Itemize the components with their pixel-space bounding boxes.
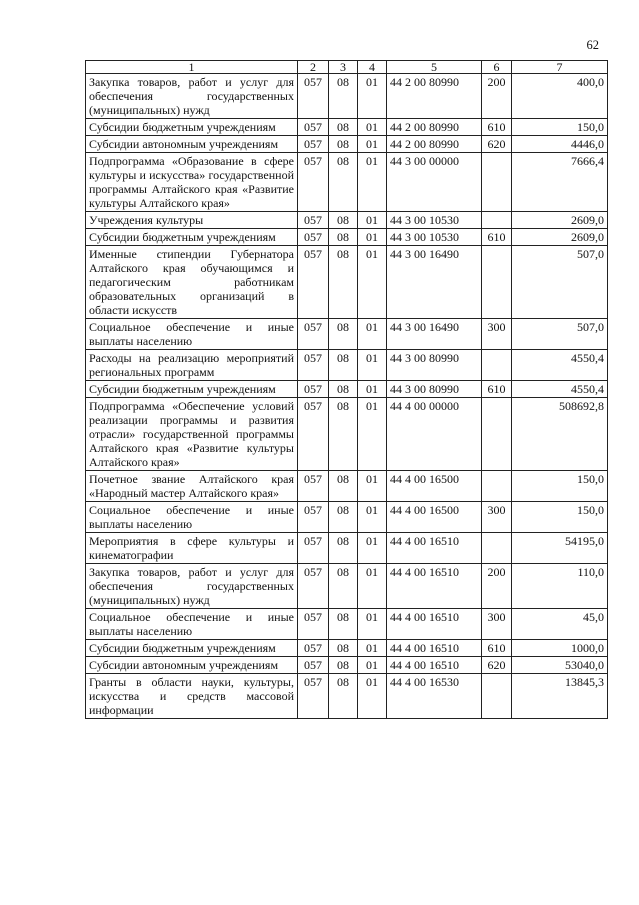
table-row — [86, 657, 608, 674]
table-row — [86, 119, 608, 136]
row-name-cell: Социальное обеспечение и иные выплаты населению — [86, 609, 298, 640]
section-code-cell: 08 — [329, 74, 358, 119]
amount-cell: 2609,0 — [512, 212, 608, 229]
section-code-cell: 08 — [329, 212, 358, 229]
target-article-cell: 44 4 00 16530 — [387, 674, 482, 719]
target-article-cell: 44 3 00 16490 — [387, 246, 482, 319]
subsection-code-cell: 01 — [358, 350, 387, 381]
subsection-code-cell: 01 — [358, 119, 387, 136]
ministry-code-cell: 057 — [298, 74, 329, 119]
ministry-code-cell: 057 — [298, 533, 329, 564]
subsection-code-cell: 01 — [358, 564, 387, 609]
section-code-cell: 08 — [329, 119, 358, 136]
row-name-cell: Закупка товаров, работ и услуг для обеспечения государственных (муниципальных) нужд — [86, 74, 298, 119]
ministry-code-cell: 057 — [298, 609, 329, 640]
expense-type-cell: 620 — [482, 136, 512, 153]
row-name-cell: Субсидии бюджетным учреждениям — [86, 229, 298, 246]
ministry-code-cell: 057 — [298, 674, 329, 719]
expense-type-cell — [482, 471, 512, 502]
expense-type-cell: 610 — [482, 119, 512, 136]
subsection-code-cell: 01 — [358, 136, 387, 153]
target-article-cell: 44 4 00 16510 — [387, 533, 482, 564]
budget-table — [85, 60, 608, 719]
subsection-code-cell: 01 — [358, 640, 387, 657]
expense-type-cell: 300 — [482, 502, 512, 533]
expense-type-cell: 300 — [482, 609, 512, 640]
target-article-cell: 44 4 00 16510 — [387, 609, 482, 640]
ministry-code-cell: 057 — [298, 398, 329, 471]
subsection-code-cell: 01 — [358, 609, 387, 640]
target-article-cell: 44 3 00 80990 — [387, 350, 482, 381]
row-name-cell: Подпрограмма «Обеспечение условий реализации программы и развития отрасли» государственной программы Алтайского края «Развитие культуры Алтайского края» — [86, 398, 298, 471]
row-name-cell: Именные стипендии Губернатора Алтайского края обучающимся и педагогическим работникам образовательных организаций в области искусств — [86, 246, 298, 319]
amount-cell: 150,0 — [512, 502, 608, 533]
table-row — [86, 471, 608, 502]
target-article-cell: 44 3 00 16490 — [387, 319, 482, 350]
expense-type-cell — [482, 350, 512, 381]
expense-type-cell: 200 — [482, 564, 512, 609]
ministry-code-cell: 057 — [298, 153, 329, 212]
header-cell-5: 5 — [387, 61, 482, 74]
table-row — [86, 153, 608, 212]
header-cell-7: 7 — [512, 61, 608, 74]
target-article-cell: 44 3 00 10530 — [387, 229, 482, 246]
expense-type-cell — [482, 674, 512, 719]
ministry-code-cell: 057 — [298, 319, 329, 350]
ministry-code-cell: 057 — [298, 471, 329, 502]
section-code-cell: 08 — [329, 502, 358, 533]
target-article-cell: 44 2 00 80990 — [387, 119, 482, 136]
section-code-cell: 08 — [329, 657, 358, 674]
subsection-code-cell: 01 — [358, 74, 387, 119]
amount-cell: 507,0 — [512, 246, 608, 319]
row-name-cell: Субсидии автономным учреждениям — [86, 136, 298, 153]
section-code-cell: 08 — [329, 398, 358, 471]
header-cell-2: 2 — [298, 61, 329, 74]
subsection-code-cell: 01 — [358, 246, 387, 319]
table-row — [86, 136, 608, 153]
table-row — [86, 398, 608, 471]
table-row — [86, 674, 608, 719]
section-code-cell: 08 — [329, 674, 358, 719]
ministry-code-cell: 057 — [298, 119, 329, 136]
ministry-code-cell: 057 — [298, 502, 329, 533]
amount-cell: 4550,4 — [512, 350, 608, 381]
row-name-cell: Учреждения культуры — [86, 212, 298, 229]
table-row — [86, 319, 608, 350]
row-name-cell: Субсидии бюджетным учреждениям — [86, 640, 298, 657]
header-cell-1: 1 — [86, 61, 298, 74]
subsection-code-cell: 01 — [358, 153, 387, 212]
row-name-cell: Расходы на реализацию мероприятий региональных программ — [86, 350, 298, 381]
amount-cell: 54195,0 — [512, 533, 608, 564]
amount-cell: 4550,4 — [512, 381, 608, 398]
section-code-cell: 08 — [329, 533, 358, 564]
subsection-code-cell: 01 — [358, 674, 387, 719]
header-cell-3: 3 — [329, 61, 358, 74]
row-name-cell: Гранты в области науки, культуры, искусства и средств массовой информации — [86, 674, 298, 719]
subsection-code-cell: 01 — [358, 471, 387, 502]
table-body — [86, 74, 608, 719]
row-name-cell: Субсидии автономным учреждениям — [86, 657, 298, 674]
target-article-cell: 44 4 00 16510 — [387, 657, 482, 674]
amount-cell: 508692,8 — [512, 398, 608, 471]
table-row — [86, 640, 608, 657]
subsection-code-cell: 01 — [358, 212, 387, 229]
section-code-cell: 08 — [329, 564, 358, 609]
amount-cell: 110,0 — [512, 564, 608, 609]
ministry-code-cell: 057 — [298, 246, 329, 319]
expense-type-cell: 300 — [482, 319, 512, 350]
row-name-cell: Мероприятия в сфере культуры и кинематографии — [86, 533, 298, 564]
section-code-cell: 08 — [329, 350, 358, 381]
row-name-cell: Закупка товаров, работ и услуг для обеспечения государственных (муниципальных) нужд — [86, 564, 298, 609]
table-row — [86, 502, 608, 533]
row-name-cell: Социальное обеспечение и иные выплаты населению — [86, 502, 298, 533]
amount-cell: 150,0 — [512, 119, 608, 136]
amount-cell: 45,0 — [512, 609, 608, 640]
section-code-cell: 08 — [329, 609, 358, 640]
section-code-cell: 08 — [329, 471, 358, 502]
expense-type-cell — [482, 398, 512, 471]
ministry-code-cell: 057 — [298, 350, 329, 381]
subsection-code-cell: 01 — [358, 229, 387, 246]
amount-cell: 7666,4 — [512, 153, 608, 212]
row-name-cell: Подпрограмма «Образование в сфере культуры и искусства» государственной программы Алтайского края «Развитие культуры Алтайского края» — [86, 153, 298, 212]
amount-cell: 13845,3 — [512, 674, 608, 719]
row-name-cell: Субсидии бюджетным учреждениям — [86, 119, 298, 136]
target-article-cell: 44 4 00 16510 — [387, 640, 482, 657]
header-cell-4: 4 — [358, 61, 387, 74]
target-article-cell: 44 3 00 10530 — [387, 212, 482, 229]
section-code-cell: 08 — [329, 246, 358, 319]
amount-cell: 1000,0 — [512, 640, 608, 657]
subsection-code-cell: 01 — [358, 381, 387, 398]
amount-cell: 2609,0 — [512, 229, 608, 246]
amount-cell: 150,0 — [512, 471, 608, 502]
table-row — [86, 564, 608, 609]
ministry-code-cell: 057 — [298, 381, 329, 398]
subsection-code-cell: 01 — [358, 319, 387, 350]
expense-type-cell: 200 — [482, 74, 512, 119]
amount-cell: 53040,0 — [512, 657, 608, 674]
table-row — [86, 609, 608, 640]
amount-cell: 400,0 — [512, 74, 608, 119]
ministry-code-cell: 057 — [298, 212, 329, 229]
target-article-cell: 44 4 00 16510 — [387, 564, 482, 609]
expense-type-cell: 610 — [482, 381, 512, 398]
target-article-cell: 44 3 00 00000 — [387, 153, 482, 212]
target-article-cell: 44 3 00 80990 — [387, 381, 482, 398]
section-code-cell: 08 — [329, 229, 358, 246]
header-row — [86, 61, 608, 74]
table-row — [86, 533, 608, 564]
ministry-code-cell: 057 — [298, 136, 329, 153]
subsection-code-cell: 01 — [358, 657, 387, 674]
expense-type-cell — [482, 533, 512, 564]
subsection-code-cell: 01 — [358, 398, 387, 471]
target-article-cell: 44 4 00 16500 — [387, 471, 482, 502]
amount-cell: 507,0 — [512, 319, 608, 350]
target-article-cell: 44 2 00 80990 — [387, 136, 482, 153]
subsection-code-cell: 01 — [358, 502, 387, 533]
section-code-cell: 08 — [329, 319, 358, 350]
expense-type-cell: 610 — [482, 229, 512, 246]
expense-type-cell — [482, 246, 512, 319]
subsection-code-cell: 01 — [358, 533, 387, 564]
expense-type-cell: 620 — [482, 657, 512, 674]
expense-type-cell — [482, 212, 512, 229]
table-row — [86, 229, 608, 246]
section-code-cell: 08 — [329, 136, 358, 153]
ministry-code-cell: 057 — [298, 640, 329, 657]
row-name-cell: Субсидии бюджетным учреждениям — [86, 381, 298, 398]
ministry-code-cell: 057 — [298, 229, 329, 246]
section-code-cell: 08 — [329, 153, 358, 212]
target-article-cell: 44 2 00 80990 — [387, 74, 482, 119]
section-code-cell: 08 — [329, 381, 358, 398]
section-code-cell: 08 — [329, 640, 358, 657]
page-number: 62 — [586, 38, 599, 52]
table-row — [86, 350, 608, 381]
table-row — [86, 74, 608, 119]
amount-cell: 4446,0 — [512, 136, 608, 153]
header-cell-6: 6 — [482, 61, 512, 74]
ministry-code-cell: 057 — [298, 657, 329, 674]
row-name-cell: Почетное звание Алтайского края «Народный мастер Алтайского края» — [86, 471, 298, 502]
target-article-cell: 44 4 00 16500 — [387, 502, 482, 533]
target-article-cell: 44 4 00 00000 — [387, 398, 482, 471]
row-name-cell: Социальное обеспечение и иные выплаты населению — [86, 319, 298, 350]
expense-type-cell — [482, 153, 512, 212]
ministry-code-cell: 057 — [298, 564, 329, 609]
table-row — [86, 381, 608, 398]
expense-type-cell: 610 — [482, 640, 512, 657]
table-row — [86, 212, 608, 229]
table-row — [86, 246, 608, 319]
